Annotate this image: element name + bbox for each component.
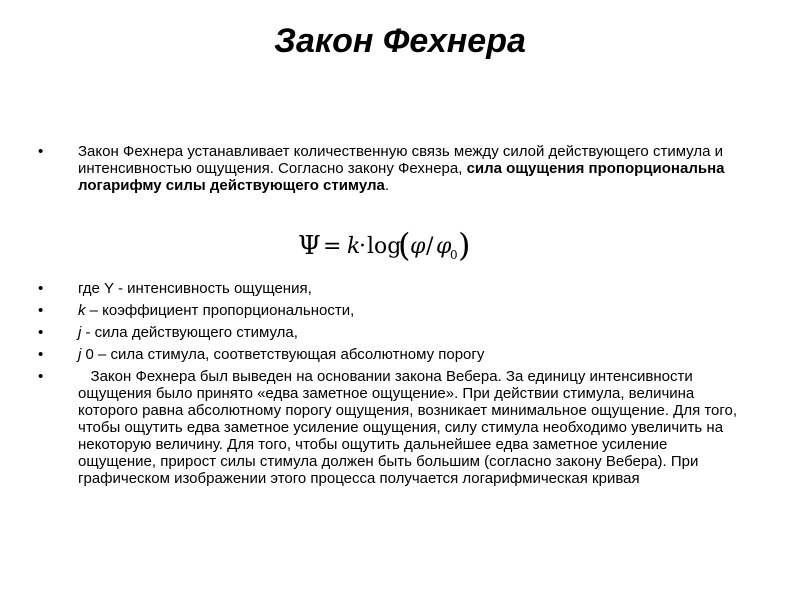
formula-phi: φ xyxy=(410,234,426,259)
intro-text: Закон Фехнера устанавливает количественную связь между силой действующего стимула и интенсивностью ощущения. Согласно закону Фехнера, xyxy=(78,143,723,177)
list-item-j0 xyxy=(38,346,738,363)
item-k-var: k xyxy=(78,302,86,319)
bullet-list xyxy=(38,143,738,194)
formula-rparen: ) xyxy=(458,226,471,264)
item-y-text: где Y - интенсивность ощущения, xyxy=(78,280,312,297)
list-item-paragraph xyxy=(38,368,742,487)
formula-psi: Ψ xyxy=(298,231,321,261)
formula xyxy=(290,222,490,270)
item-k-text: – коэффициент пропорциональности, xyxy=(85,302,355,319)
formula-k: k xyxy=(347,234,361,259)
formula-log: log xyxy=(367,234,402,259)
formula-slash: / xyxy=(426,234,434,259)
formula-lparen: ( xyxy=(398,226,411,264)
item-j0-text: 0 – сила стимула, соответствующая абсолютному порогу xyxy=(81,346,485,363)
item-j0-var: j xyxy=(78,346,82,363)
list-item-j xyxy=(38,324,738,341)
item-j-text: - сила действующего стимула, xyxy=(81,324,298,341)
formula-sub0: 0 xyxy=(450,248,458,262)
formula-phi0: φ xyxy=(436,234,452,259)
formula-svg xyxy=(290,222,490,270)
item-j-var: j xyxy=(78,324,82,341)
list-item-k xyxy=(38,302,738,319)
intro-bold-text: сила ощущения пропорциональна логарифму силы действующего стимула xyxy=(78,160,725,194)
intro-end: . xyxy=(384,177,390,194)
paragraph-text: Закон Фехнера был выведен на основании закона Вебера. За единицу интенсивности ощущения было принято «едва заметное ощущение». При действии стимула, величина которого равна абсолютному порогу ощущения, возникает минимальное ощущение. Для того, чтобы ощутить едва заметное усиление ощущения, силу стимула необходимо увеличить на некоторую величину. Для того, чтобы ощутить дальнейшее едва заметное усиление ощущение, прирост силы стимула должен быть большим (согласно закону Вебера). При графическом изображении этого процесса получается логарифмическая кривая xyxy=(78,368,742,487)
list-item-y xyxy=(38,280,738,297)
formula-dot: · xyxy=(359,234,366,259)
list-item-intro xyxy=(38,143,738,194)
formula-equals: = xyxy=(323,234,342,259)
page-title: Закон Фехнера xyxy=(274,22,526,60)
bullet-list-continued xyxy=(38,280,742,487)
